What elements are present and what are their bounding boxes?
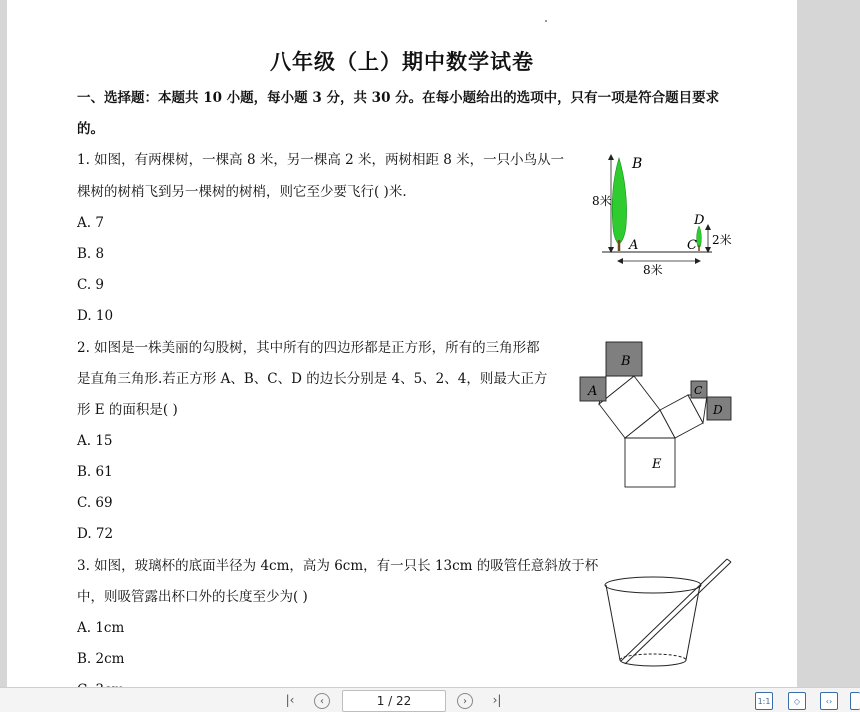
- q1-tree-figure: [577, 148, 737, 280]
- q3-option-b: B. 2cm: [77, 651, 125, 667]
- label-e: E: [652, 457, 662, 472]
- arrow-left-icon: [617, 258, 623, 264]
- q3-text-line1: 3. 如图，玻璃杯的底面半径为 4cm，高为 6cm，有一只长 13cm 的吸管任意斜放于杯: [77, 558, 599, 574]
- pdf-toolbar: [0, 687, 860, 712]
- glass-left-wall: [606, 585, 620, 660]
- fit-width-icon[interactable]: ‹›: [820, 692, 838, 710]
- tall-tree-crown: [612, 158, 626, 244]
- arrow-up-icon: [608, 154, 614, 160]
- q2-option-b: B. 61: [77, 464, 113, 480]
- q1-option-d: D. 10: [77, 308, 114, 324]
- fit-page-icon[interactable]: ◇: [788, 692, 806, 710]
- page-title: 八年级（上）期中数学试卷: [270, 49, 534, 74]
- label-c: C: [694, 384, 703, 397]
- arrow-up-small-icon: [705, 224, 711, 230]
- document-page: [7, 0, 797, 687]
- distance-label: 8米: [643, 263, 663, 277]
- label-c: C: [687, 238, 697, 253]
- square-e: [625, 438, 675, 487]
- q2-option-d: D. 72: [77, 526, 114, 542]
- label-a: A: [588, 384, 598, 399]
- glass-bottom-front: [620, 660, 686, 666]
- q2-option-c: C. 69: [77, 495, 113, 511]
- prev-page-icon[interactable]: ‹: [314, 693, 330, 709]
- glass-rim: [605, 577, 701, 593]
- q1-text-line1: 1. 如图，有两棵树，一棵高 8 米，另一棵高 2 米，两树相距 8 米，一只小鸟从一: [77, 152, 565, 168]
- label-b: B: [632, 156, 643, 172]
- q3-option-a: A. 1cm: [77, 620, 125, 636]
- q2-text-line2: 是直角三角形.若正方形 A、B、C、D 的边长分别是 4、5、2、4，则最大正方: [77, 371, 548, 387]
- q1-option-a: A. 7: [77, 215, 104, 231]
- first-page-icon[interactable]: |‹: [285, 693, 295, 707]
- q2-text-line3: 形 E 的面积是( ): [77, 402, 178, 418]
- arrow-right-icon: [695, 258, 701, 264]
- q3-text-line2: 中，则吸管露出杯口外的长度至少为( ): [77, 589, 308, 605]
- section-header: 一、选择题：本题共 10 小题，每小题 3 分，共 30 分。在每小题给出的选项中，只有一项是符合题目要求: [77, 90, 720, 106]
- q1-option-b: B. 8: [77, 246, 105, 262]
- straw-edge-1: [621, 559, 727, 661]
- actual-size-icon[interactable]: 1:1: [755, 692, 773, 710]
- short-height-label: 2米: [712, 233, 732, 247]
- view-mode-icon[interactable]: [850, 692, 860, 710]
- q2-option-a: A. 15: [77, 433, 113, 449]
- q2-pythagoras-tree-figure: [570, 338, 740, 493]
- page-indicator-field[interactable]: 1 / 22: [342, 690, 446, 712]
- q1-text-line2: 棵树的树梢飞到另一棵树的树梢，则它至少要飞行( )米.: [77, 184, 407, 200]
- last-page-icon[interactable]: ›|: [492, 693, 502, 707]
- short-tree-crown: [697, 226, 702, 247]
- q2-text-line1: 2. 如图是一株美丽的勾股树，其中所有的四边形都是正方形，所有的三角形都: [77, 340, 540, 356]
- q3-glass-figure: [603, 553, 738, 673]
- label-d: D: [713, 403, 723, 417]
- label-a: A: [629, 238, 639, 253]
- label-b: B: [621, 354, 631, 369]
- section-header-cont: 的。: [77, 121, 104, 137]
- page-speck: [545, 20, 547, 22]
- tall-height-label: 8米: [592, 194, 612, 208]
- straw-tip: [727, 559, 731, 562]
- viewer-background: [797, 0, 860, 687]
- q1-option-c: C. 9: [77, 277, 105, 293]
- next-page-icon[interactable]: ›: [457, 693, 473, 709]
- label-d: D: [694, 213, 705, 228]
